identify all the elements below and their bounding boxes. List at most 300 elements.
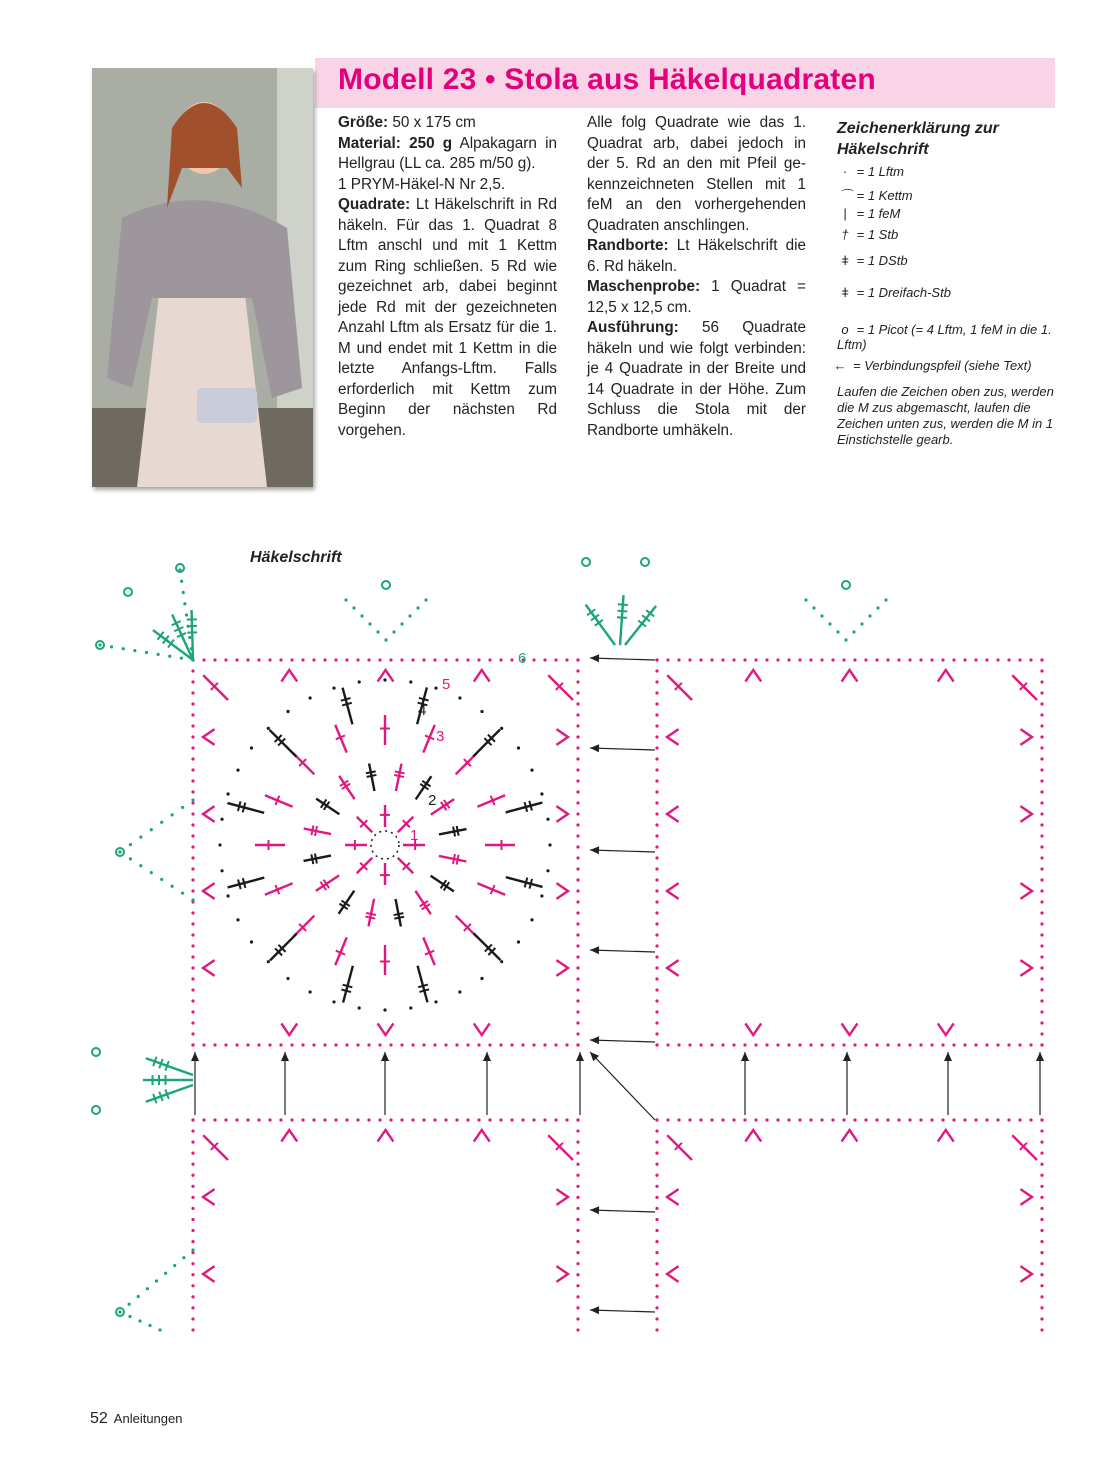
chain-dot: [378, 658, 381, 661]
chain-dot: [688, 1118, 691, 1121]
chain-dot: [655, 724, 658, 727]
chain-dot: [267, 960, 270, 963]
chain-dot: [908, 1118, 911, 1121]
stitch-group: [938, 670, 954, 682]
round2-stitch: [415, 891, 430, 914]
round2-stitch: [369, 764, 374, 791]
chain-dot: [1018, 1043, 1021, 1046]
chain-dot: [356, 1118, 359, 1121]
section-name: Anleitungen: [113, 1411, 183, 1426]
chain-dot: [235, 1043, 238, 1046]
chain-dot: [576, 790, 579, 793]
stitch-group: [474, 1130, 490, 1142]
chain-dot: [576, 889, 579, 892]
chain-dot: [688, 658, 691, 661]
chain-dot: [455, 1043, 458, 1046]
chain-dot: [1040, 746, 1043, 749]
chain-dot: [368, 622, 371, 625]
chain-dot: [168, 655, 171, 658]
chain-dot: [576, 1043, 579, 1046]
chain-dot: [576, 922, 579, 925]
chain-dot: [301, 658, 304, 661]
edging-stitch: [146, 1085, 193, 1102]
chain-dot: [171, 813, 174, 816]
chain-dot: [787, 658, 790, 661]
chain-dot: [655, 922, 658, 925]
legend-item: [837, 285, 951, 300]
chain-dot: [128, 1303, 131, 1306]
text: 56 Quadrate häkeln und wie folgt verbinden: je 4 Quadrate in der Breite und 14 Quadrate in der Höhe. Zum Schluss die Stola mit der Randborte umhäkeln.: [587, 319, 806, 439]
chain-dot: [974, 658, 977, 661]
chain-dot: [576, 1141, 579, 1144]
chain-dot: [1040, 1129, 1043, 1132]
page-title: Modell 23 • Stola aus Häkelquadraten: [338, 63, 876, 96]
text-column-2: [587, 113, 806, 441]
edging-stitch: [146, 1058, 193, 1075]
chain-dot: [236, 918, 239, 921]
round2-stitch: [439, 829, 466, 834]
chain-dot: [334, 1043, 337, 1046]
join-arrow-head: [1036, 1052, 1044, 1061]
chain-dot: [500, 727, 503, 730]
chain-dot: [1007, 1043, 1010, 1046]
chain-dot: [257, 1118, 260, 1121]
join-arrow-head: [590, 1036, 599, 1044]
chain-dot: [455, 658, 458, 661]
chain-dot: [110, 645, 113, 648]
chain-dot: [191, 702, 194, 705]
chain-dot: [191, 977, 194, 980]
chain-dot: [1040, 757, 1043, 760]
chain-dot: [392, 630, 395, 633]
chain-dot: [191, 1218, 194, 1221]
chain-dot: [267, 727, 270, 730]
stitch-group: [378, 1023, 394, 1035]
chain-dot: [181, 806, 184, 809]
join-arrow: [590, 1310, 655, 1312]
chain-dot: [466, 1043, 469, 1046]
chain-dot: [576, 878, 579, 881]
chain-dot: [139, 836, 142, 839]
chain-dot: [655, 713, 658, 716]
chain-dot: [191, 1032, 194, 1035]
stitch-bar: [394, 775, 404, 777]
chain-dot: [1040, 1328, 1043, 1331]
chain-dot: [383, 1008, 386, 1011]
chain-dot: [409, 680, 412, 683]
chain-dot: [378, 1043, 381, 1046]
chain-dot: [367, 1043, 370, 1046]
chain-dot: [655, 1328, 658, 1331]
chain-dot: [191, 1021, 194, 1024]
chain-dot: [996, 658, 999, 661]
stitch-bar: [419, 989, 429, 992]
chain-dot: [308, 696, 311, 699]
chain-dot: [655, 680, 658, 683]
chain-dot: [919, 658, 922, 661]
stitch-group: [667, 1189, 679, 1205]
stitch-bar: [419, 698, 429, 701]
single-crochet-icon: |: [843, 206, 847, 221]
chain-dot: [809, 1118, 812, 1121]
chain-dot: [191, 746, 194, 749]
stitch-bar: [617, 611, 627, 612]
chain-dot: [118, 850, 121, 853]
chain-dot: [279, 658, 282, 661]
chain-dot: [860, 622, 863, 625]
chain-dot: [897, 658, 900, 661]
chain-dot: [1040, 790, 1043, 793]
chain-dot: [1040, 1174, 1043, 1177]
chain-dot: [160, 878, 163, 881]
chain-dot: [191, 1284, 194, 1287]
assembly-paragraph: [587, 318, 806, 441]
chain-dot: [367, 1118, 370, 1121]
stitch-bar: [342, 703, 352, 706]
label: Ausführung:: [587, 319, 679, 336]
chain-dot: [677, 1043, 680, 1046]
join-arrow-head: [741, 1052, 749, 1061]
chain-dot: [480, 710, 483, 713]
chain-dot: [213, 1118, 216, 1121]
chain-dot: [400, 1118, 403, 1121]
chain-dot: [655, 999, 658, 1002]
chain-dot: [122, 647, 125, 650]
join-arrow-head: [483, 1052, 491, 1061]
chain-dot: [963, 658, 966, 661]
stitch-bar: [243, 803, 246, 813]
chain-dot: [655, 746, 658, 749]
chain-dot: [1040, 1251, 1043, 1254]
chain-dot: [655, 1273, 658, 1276]
chain-dot: [565, 658, 568, 661]
chain-dot: [226, 792, 229, 795]
chain-dot: [919, 1118, 922, 1121]
chain-dot: [191, 1295, 194, 1298]
chain-dot: [1018, 1118, 1021, 1121]
following-squares-paragraph: [587, 113, 806, 236]
round4-stitch: [270, 934, 297, 961]
chain-dot: [576, 1207, 579, 1210]
stitch-bar: [311, 854, 313, 864]
label: Quadrate:: [338, 196, 411, 213]
chain-dot: [150, 871, 153, 874]
chain-dot: [345, 658, 348, 661]
chain-dot: [655, 1295, 658, 1298]
chain-dot: [576, 845, 579, 848]
chain-dot: [301, 1118, 304, 1121]
text: 1 Quadrat = 12,5 x 12,5 cm.: [587, 278, 806, 316]
chain-dot: [1040, 1262, 1043, 1265]
chain-dot: [191, 933, 194, 936]
chain-dot: [286, 977, 289, 980]
chain-dot: [191, 735, 194, 738]
chain-dot: [655, 1129, 658, 1132]
chain-dot: [1040, 1295, 1043, 1298]
chain-dot: [576, 1328, 579, 1331]
chain-dot: [191, 757, 194, 760]
chain-dot: [655, 790, 658, 793]
chain-dot: [655, 823, 658, 826]
chain-dot: [952, 1118, 955, 1121]
chain-dot: [576, 856, 579, 859]
chain-dot: [1040, 867, 1043, 870]
round4-stitch: [506, 877, 543, 887]
stitch-group: [474, 670, 490, 682]
chain-dot: [655, 867, 658, 870]
chain-dot: [576, 702, 579, 705]
chain-dot: [181, 892, 184, 895]
picot: [92, 1106, 100, 1114]
chain-dot: [576, 1163, 579, 1166]
chain-dot: [1040, 944, 1043, 947]
chain-dot: [655, 1174, 658, 1177]
join-arrow-head: [576, 1052, 584, 1061]
chain-dot: [765, 658, 768, 661]
chain-dot: [1040, 1118, 1043, 1121]
chain-dot: [886, 1043, 889, 1046]
chain-dot: [191, 713, 194, 716]
chain-dot: [655, 944, 658, 947]
chain-dot: [655, 1163, 658, 1166]
legend-item: [837, 185, 913, 204]
diagram-label: Häkelschrift: [250, 549, 342, 566]
chain-dot: [864, 1043, 867, 1046]
legend-item: [837, 206, 900, 221]
chain-dot: [941, 1118, 944, 1121]
chain-dot: [576, 1129, 579, 1132]
chain-dot: [191, 1196, 194, 1199]
chain-dot: [409, 1006, 412, 1009]
chain-dot: [996, 1118, 999, 1121]
chain-dot: [139, 864, 142, 867]
chain-dot: [224, 1043, 227, 1046]
chain-dot: [389, 658, 392, 661]
chain-dot: [268, 1118, 271, 1121]
chain-dot: [655, 1141, 658, 1144]
legend-text: = 1 Stb: [856, 227, 899, 242]
chain-dot: [1029, 1118, 1032, 1121]
stitch-group: [378, 1130, 394, 1142]
chain-dot: [185, 613, 188, 616]
stitch-group: [1020, 729, 1032, 745]
chain-dot: [655, 856, 658, 859]
join-arrow-head: [944, 1052, 952, 1061]
chain-dot: [576, 999, 579, 1002]
chain-dot: [323, 1043, 326, 1046]
chain-dot: [500, 960, 503, 963]
chain-dot: [191, 1229, 194, 1232]
edging-stitch: [192, 610, 193, 660]
chain-dot: [543, 658, 546, 661]
chain-dot: [1040, 1317, 1043, 1320]
chain-dot: [804, 598, 807, 601]
chain-dot: [897, 1118, 900, 1121]
picot: [641, 558, 649, 566]
stitch-bar: [418, 985, 428, 988]
chain-dot: [576, 768, 579, 771]
chain-dot: [1040, 966, 1043, 969]
chain-dot: [576, 757, 579, 760]
chain-dot: [576, 944, 579, 947]
chain-dot: [655, 768, 658, 771]
stitch-group: [556, 883, 568, 899]
chain-dot: [455, 1118, 458, 1121]
round-label: 5: [442, 676, 451, 693]
chain-dot: [543, 1043, 546, 1046]
stitch-bar: [525, 878, 528, 888]
chain-dot: [543, 1118, 546, 1121]
stitch-bar: [529, 801, 532, 811]
chain-dot: [655, 702, 658, 705]
chain-dot: [1040, 823, 1043, 826]
round-label: 6: [518, 650, 527, 667]
stitch-bar: [238, 879, 241, 889]
chain-dot: [521, 1118, 524, 1121]
chain-dot: [279, 1118, 282, 1121]
chain-dot: [732, 1118, 735, 1121]
chain-dot: [699, 1118, 702, 1121]
chain-dot: [576, 1152, 579, 1155]
corner-stitch: [203, 1135, 228, 1160]
chain-dot: [844, 638, 847, 641]
chain-dot: [1040, 713, 1043, 716]
legend-text: = 1 feM: [856, 206, 901, 221]
chain-dot: [1040, 724, 1043, 727]
chain-dot: [1040, 911, 1043, 914]
round2-stitch: [396, 899, 401, 926]
corner-stitch: [667, 675, 692, 700]
chain-dot: [367, 658, 370, 661]
text: Lt Häkelschrift in Rd häkeln. Für das 1. Quadrat 8 Lftm anschl und mit 1 Kettm zum Ring schließen. 5 Rd wie gezeichnet arb, dabei beginnt jede Rd mit der gezeichneten Anzahl Lftm als Ersatz für die 1. M und endet mit 1 Kettm in die letzte Anfangs-Lftm. Falls erforderlich mit Kettm zum Beginn der nächsten Rd vorgehen.: [338, 196, 557, 439]
chain-dot: [974, 1118, 977, 1121]
stitch-group: [203, 960, 215, 976]
chain-dot: [655, 1021, 658, 1024]
stitch-bar: [315, 826, 317, 836]
hook-line: [338, 175, 557, 196]
chain-dot: [721, 1118, 724, 1121]
chain-dot: [852, 630, 855, 633]
stitch-bar: [395, 771, 405, 773]
chain-dot: [356, 1043, 359, 1046]
chain-dot: [576, 823, 579, 826]
join-arrow-head: [191, 1052, 199, 1061]
stitch-bar: [457, 826, 459, 836]
chain-dot: [191, 911, 194, 914]
chain-dot: [1040, 955, 1043, 958]
chain-dot: [886, 658, 889, 661]
chain-dot: [655, 834, 658, 837]
chain-dot: [655, 889, 658, 892]
chain-dot: [576, 1021, 579, 1024]
chain-dot: [576, 658, 579, 661]
chain-dot: [576, 1240, 579, 1243]
chain-dot: [576, 779, 579, 782]
chain-dot: [422, 658, 425, 661]
chain-dot: [191, 798, 194, 801]
chain-dot: [332, 1000, 335, 1003]
chain-dot: [655, 1284, 658, 1287]
text: Alle folg Quadrate wie das 1. Quadrat arb, dabei jedoch in der 5. Rd an den mit Pfeil gekennzeichneten Stellen mit 1 feM an den vorhergehenden Quadraten anschlingen.: [587, 114, 806, 234]
stitch-bar: [343, 985, 353, 988]
chain-dot: [868, 614, 871, 617]
chain-dot: [191, 812, 194, 815]
chain-dot: [836, 630, 839, 633]
chain-dot: [1040, 1185, 1043, 1188]
chain-dot: [655, 801, 658, 804]
stitch-bar: [457, 855, 459, 865]
chain-dot: [666, 1043, 669, 1046]
chain-dot: [1040, 1273, 1043, 1276]
legend-text: = 1 Dreifach-Stb: [856, 285, 951, 300]
chain-dot: [1040, 669, 1043, 672]
chain-dot: [466, 658, 469, 661]
chain-dot: [433, 1118, 436, 1121]
chain-dot: [1040, 977, 1043, 980]
stitch-group: [842, 670, 858, 682]
chain-dot: [732, 658, 735, 661]
chain-dot: [488, 1043, 491, 1046]
chain-dot: [655, 1185, 658, 1188]
chain-dot: [191, 1306, 194, 1309]
chain-dot: [897, 1043, 900, 1046]
page-footer: [90, 1410, 182, 1428]
chain-dot: [677, 658, 680, 661]
join-arrow-icon: ←: [833, 358, 847, 373]
stitch-bar: [341, 698, 351, 701]
chain-dot: [540, 792, 543, 795]
chain-dot: [171, 885, 174, 888]
chain-dot: [182, 1256, 185, 1259]
chain-dot: [191, 1118, 194, 1121]
chain-dot: [930, 658, 933, 661]
chain-dot: [477, 1118, 480, 1121]
chain-dot: [1029, 1043, 1032, 1046]
chain-dot: [218, 843, 221, 846]
round4-stitch: [227, 803, 264, 813]
round2-stitch: [439, 856, 466, 862]
chain-dot: [565, 1043, 568, 1046]
chain-dot: [576, 867, 579, 870]
chain-dot: [191, 801, 194, 804]
chain-dot: [191, 1317, 194, 1320]
chain-dot: [884, 598, 887, 601]
chain-dot: [930, 1118, 933, 1121]
chain-dot: [517, 746, 520, 749]
chain-dot: [1040, 1207, 1043, 1210]
chain-dot: [191, 878, 194, 881]
chain-dot: [323, 1118, 326, 1121]
chain-dot: [477, 1043, 480, 1046]
round2-stitch: [304, 829, 331, 835]
chain-dot: [666, 658, 669, 661]
round2-stitch: [339, 891, 355, 914]
chain-dot: [422, 1043, 425, 1046]
text: 1 PRYM-Häkel-N Nr 2,5.: [338, 175, 506, 193]
chain-dot: [655, 757, 658, 760]
chain-dot: [655, 845, 658, 848]
label: Maschenprobe:: [587, 278, 701, 295]
chain-dot: [191, 768, 194, 771]
chain-dot: [831, 1043, 834, 1046]
chain-dot: [213, 1043, 216, 1046]
chain-dot: [1040, 702, 1043, 705]
chain-dot: [235, 1118, 238, 1121]
chain-dot: [334, 1118, 337, 1121]
stitch-group: [1020, 960, 1032, 976]
chain-dot: [286, 710, 289, 713]
chain-dot: [191, 955, 194, 958]
